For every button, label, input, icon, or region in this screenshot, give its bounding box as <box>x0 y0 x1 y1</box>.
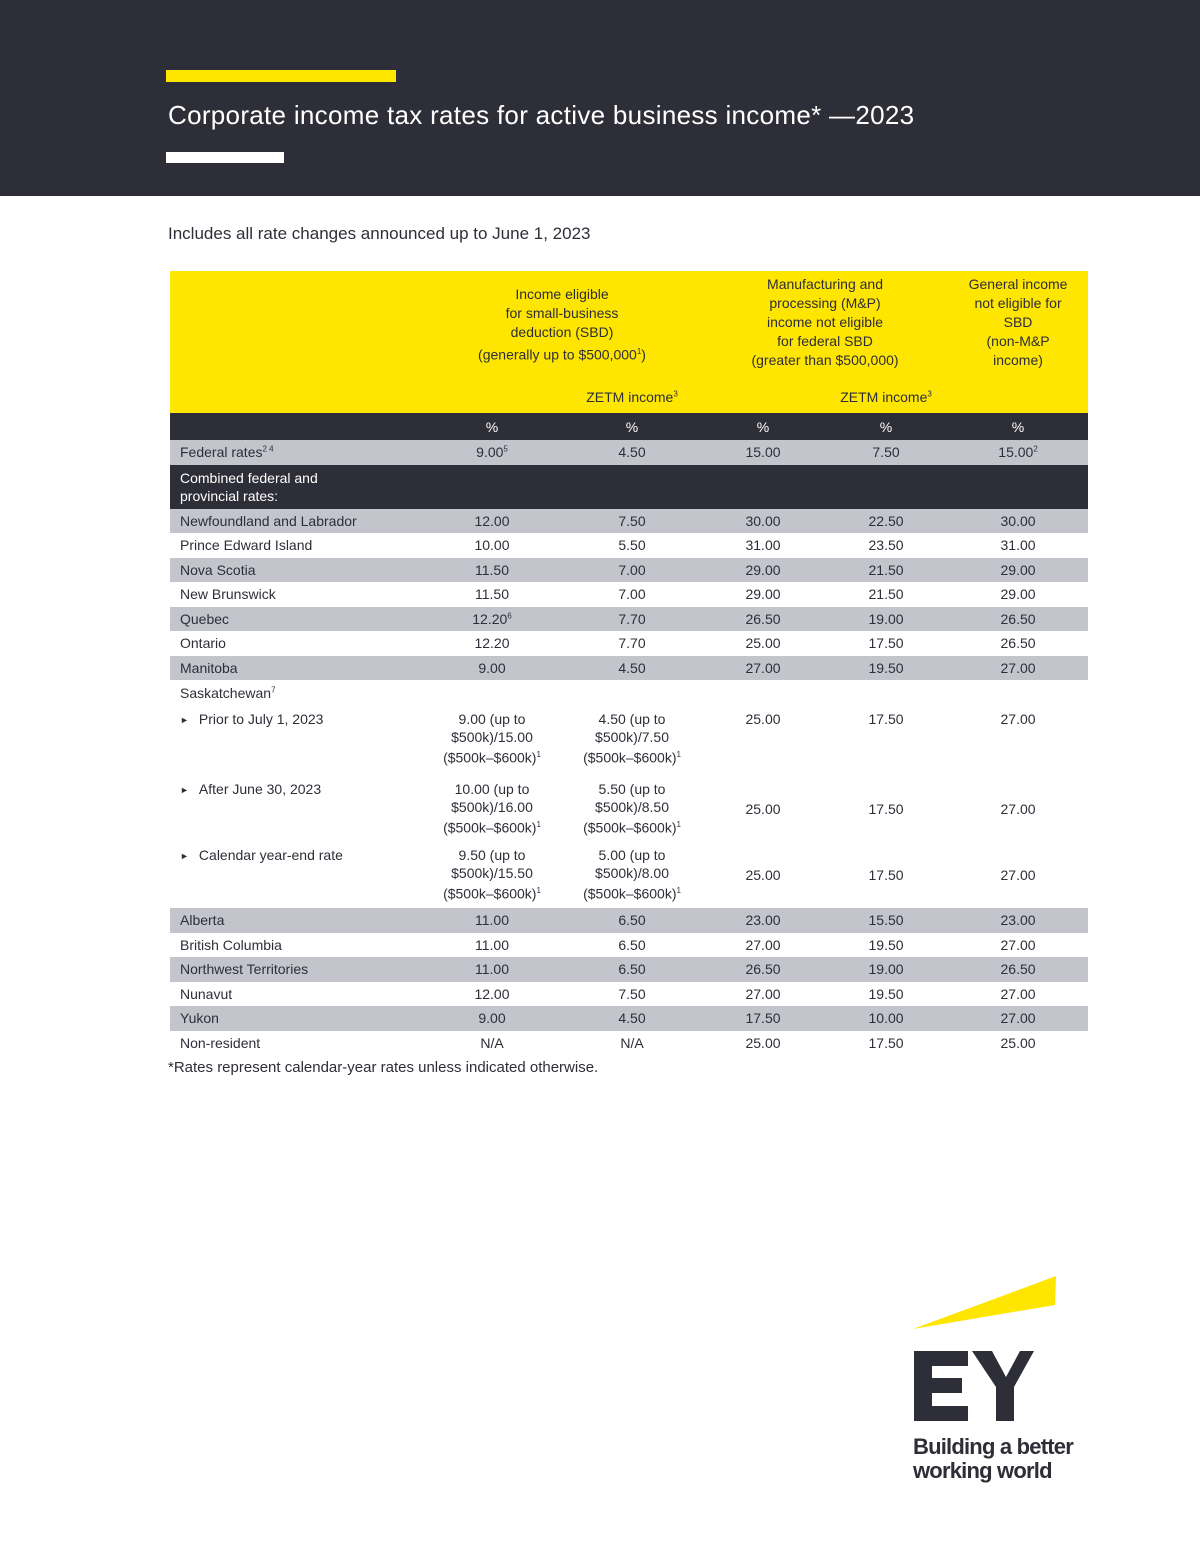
header-mp-line: for federal SBD <box>777 333 873 349</box>
header-sbd-line: Income eligible <box>515 286 609 302</box>
section-label: Combined federal and provincial rates: <box>170 465 422 509</box>
row-label: ► Calendar year-end rate <box>170 842 422 908</box>
row-label: Non-resident <box>170 1031 422 1056</box>
rate-cell: 27.00 <box>948 982 1088 1007</box>
table-row <box>170 982 1088 1007</box>
rate-cell: 29.00 <box>948 558 1088 583</box>
triangle-bullet-icon: ► <box>180 715 189 725</box>
rate-cell: 29.00 <box>948 582 1088 607</box>
rate-cell: 17.50 <box>824 631 948 656</box>
rate-cell: 27.00 <box>948 1006 1088 1031</box>
rate-cell: 25.00 <box>702 706 824 776</box>
rate-cell: 17.50 <box>824 706 948 776</box>
row-label: ► Prior to July 1, 2023 <box>170 706 422 776</box>
rate-cell: 31.00 <box>948 533 1088 558</box>
rate-cell: 9.00 <box>422 656 562 681</box>
rates-table-wrapper <box>170 271 1088 1055</box>
header-general-line: SBD <box>1003 314 1033 330</box>
rate-cell: 11.00 <box>422 957 562 982</box>
rate-cell: 17.50 <box>824 1031 948 1056</box>
rate-cell: 6.50 <box>562 908 702 933</box>
saskatchewan-sub-row <box>170 706 1088 776</box>
rate-cell: 19.50 <box>824 656 948 681</box>
page-subtitle: Includes all rate changes announced up to June 1, 2023 <box>168 224 591 243</box>
rate-cell: 15.00 <box>702 440 824 465</box>
table-row <box>170 933 1088 958</box>
rate-cell: 25.00 <box>948 1031 1088 1056</box>
table-row <box>170 582 1088 607</box>
rate-cell: 26.50 <box>702 957 824 982</box>
rate-cell: 17.50 <box>824 776 948 842</box>
rate-cell: 15.50 <box>824 908 948 933</box>
rate-cell: 23.50 <box>824 533 948 558</box>
zetm-blank <box>170 389 422 413</box>
table-row <box>170 957 1088 982</box>
header-mp-line: processing (M&P) <box>769 295 881 311</box>
zetm-blank <box>948 389 1088 413</box>
rate-cell: 25.00 <box>702 631 824 656</box>
rate-cell: 31.00 <box>702 533 824 558</box>
rate-cell: 5.50 <box>562 533 702 558</box>
header-general-line: General income <box>968 276 1068 292</box>
table-row <box>170 533 1088 558</box>
pct-blank <box>170 413 422 440</box>
header-blank-cell <box>170 271 422 389</box>
rate-cell: 7.50 <box>562 509 702 534</box>
header-accent-bar <box>166 70 396 82</box>
rate-cell: 27.00 <box>702 933 824 958</box>
rate-cell: 26.50 <box>702 607 824 632</box>
rate-cell: 17.50 <box>824 842 948 908</box>
rate-cell: 17.50 <box>702 1006 824 1031</box>
rate-cell: 27.00 <box>702 656 824 681</box>
rate-cell: 9.00 (up to $500k)/15.00 ($500k–$600k)$^1$ <box>422 706 562 776</box>
header-general-line: (non-M&P <box>986 333 1050 349</box>
row-label: Nunavut <box>170 982 422 1007</box>
rate-cell: 27.00 <box>948 933 1088 958</box>
zetm-header-row <box>170 389 1088 413</box>
zetm-blank <box>422 389 562 413</box>
row-label: Newfoundland and Labrador <box>170 509 422 534</box>
federal-rates-row <box>170 440 1088 465</box>
rate-cell: 30.00 <box>702 509 824 534</box>
rate-cell: 12.20$^6$ <box>422 607 562 632</box>
rate-cell: 4.50 <box>562 656 702 681</box>
table-row <box>170 656 1088 681</box>
rate-cell: 5.00 (up to $500k)/8.00 ($500k–$600k)$^1$ <box>562 842 702 908</box>
header-mp-line: Manufacturing and <box>767 276 883 292</box>
rate-cell: 11.50 <box>422 558 562 583</box>
header-mp-line: income not eligible <box>767 314 883 330</box>
rate-cell: 12.00 <box>422 509 562 534</box>
table-row <box>170 1031 1088 1056</box>
rate-cell: 10.00 (up to $500k)/16.00 ($500k–$600k)$^1$ <box>422 776 562 842</box>
zetm-blank <box>702 389 824 413</box>
rate-cell: 5.50 (up to $500k)/8.50 ($500k–$600k)$^1$ <box>562 776 702 842</box>
rate-cell: 23.00 <box>702 908 824 933</box>
blank-cell <box>702 680 824 706</box>
rates-table <box>170 271 1088 1055</box>
rate-cell: 7.00 <box>562 558 702 583</box>
row-label: Manitoba <box>170 656 422 681</box>
rate-cell: 30.00 <box>948 509 1088 534</box>
row-label: ► After June 30, 2023 <box>170 776 422 842</box>
header-underline-bar <box>166 152 284 163</box>
pct-cell: % <box>824 413 948 440</box>
header-mp-line: (greater than $500,000) <box>751 352 899 368</box>
rate-cell: 21.50 <box>824 558 948 583</box>
rate-cell: N/A <box>422 1031 562 1056</box>
header-mp <box>702 271 948 389</box>
rate-cell: 7.70 <box>562 631 702 656</box>
triangle-bullet-icon: ► <box>180 851 189 861</box>
rate-cell: 27.00 <box>948 842 1088 908</box>
rate-cell: 27.00 <box>702 982 824 1007</box>
row-label: Federal rates$^{2 4}$ <box>170 440 422 465</box>
logo-tagline-1: Building a better <box>913 1434 1073 1459</box>
header-general-line: not eligible for <box>974 295 1062 311</box>
pct-cell: % <box>422 413 562 440</box>
page-header <box>0 0 1200 196</box>
header-general-line: income) <box>993 352 1043 368</box>
blank-cell <box>948 680 1088 706</box>
rate-cell: 29.00 <box>702 558 824 583</box>
row-label: Saskatchewan$^7$ <box>170 680 422 706</box>
table-row <box>170 607 1088 632</box>
table-row <box>170 509 1088 534</box>
row-label: Nova Scotia <box>170 558 422 583</box>
row-label: Quebec <box>170 607 422 632</box>
row-label: Ontario <box>170 631 422 656</box>
rate-cell: 7.00 <box>562 582 702 607</box>
rate-cell: 11.00 <box>422 908 562 933</box>
row-label: Prince Edward Island <box>170 533 422 558</box>
rate-cell: 27.00 <box>948 706 1088 776</box>
ey-logo-letter-e <box>914 1351 968 1421</box>
rate-cell: 9.50 (up to $500k)/15.50 ($500k–$600k)$^1$ <box>422 842 562 908</box>
logo-tagline-2: working world <box>913 1458 1052 1483</box>
header-general <box>948 271 1088 389</box>
pct-cell: % <box>948 413 1088 440</box>
blank-cell <box>562 680 702 706</box>
rate-cell: 26.50 <box>948 957 1088 982</box>
zetm-header-mp: ZETM income$^3$ <box>824 389 948 413</box>
column-header-row <box>170 271 1088 389</box>
rate-cell: 9.00 <box>422 1006 562 1031</box>
rate-cell: 7.70 <box>562 607 702 632</box>
rate-cell: 4.50 <box>562 1006 702 1031</box>
pct-cell: % <box>562 413 702 440</box>
rate-cell: 10.00 <box>422 533 562 558</box>
header-sbd <box>422 271 702 389</box>
table-row <box>170 908 1088 933</box>
zetm-header-sbd: ZETM income$^3$ <box>562 389 702 413</box>
header-sbd-line: (generally up to $500,000$^1$) <box>478 346 646 363</box>
rate-cell: 27.00 <box>948 656 1088 681</box>
rate-cell: 15.00$^2$ <box>948 440 1088 465</box>
rate-cell: 7.50 <box>824 440 948 465</box>
rate-cell: 11.00 <box>422 933 562 958</box>
header-sbd-line: for small-business <box>505 305 619 321</box>
rate-cell: 6.50 <box>562 933 702 958</box>
row-label: British Columbia <box>170 933 422 958</box>
rate-cell: 25.00 <box>702 776 824 842</box>
combined-section-row <box>170 465 1088 509</box>
rate-cell: 22.50 <box>824 509 948 534</box>
section-blank <box>422 465 1088 509</box>
rate-cell: 23.00 <box>948 908 1088 933</box>
rate-cell: 26.50 <box>948 631 1088 656</box>
rate-cell: 12.00 <box>422 982 562 1007</box>
rate-cell: N/A <box>562 1031 702 1056</box>
ey-logo-beam <box>913 1276 1056 1329</box>
rate-cell: 26.50 <box>948 607 1088 632</box>
rate-cell: 7.50 <box>562 982 702 1007</box>
rate-cell: 12.20 <box>422 631 562 656</box>
row-label: Yukon <box>170 1006 422 1031</box>
row-label: New Brunswick <box>170 582 422 607</box>
table-row <box>170 558 1088 583</box>
footnote: *Rates represent calendar-year rates unless indicated otherwise. <box>168 1059 599 1076</box>
blank-cell <box>422 680 562 706</box>
saskatchewan-row <box>170 680 1088 706</box>
saskatchewan-sub-row <box>170 842 1088 908</box>
page-title: Corporate income tax rates for active business income* —2023 <box>168 100 915 130</box>
rate-cell: 21.50 <box>824 582 948 607</box>
rate-cell: 25.00 <box>702 842 824 908</box>
ey-logo-letter-y <box>972 1351 1034 1421</box>
header-sbd-line: deduction (SBD) <box>510 324 614 340</box>
rate-cell: 29.00 <box>702 582 824 607</box>
rate-cell: 19.00 <box>824 957 948 982</box>
rate-cell: 19.50 <box>824 933 948 958</box>
rate-cell: 25.00 <box>702 1031 824 1056</box>
rate-cell: 11.50 <box>422 582 562 607</box>
rate-cell: 27.00 <box>948 776 1088 842</box>
rate-cell: 6.50 <box>562 957 702 982</box>
rate-cell: 9.00$^5$ <box>422 440 562 465</box>
table-row <box>170 631 1088 656</box>
row-label: Alberta <box>170 908 422 933</box>
percent-unit-row <box>170 413 1088 440</box>
saskatchewan-sub-row <box>170 776 1088 842</box>
rate-cell: 19.00 <box>824 607 948 632</box>
rate-cell: 10.00 <box>824 1006 948 1031</box>
blank-cell <box>824 680 948 706</box>
table-row <box>170 1006 1088 1031</box>
pct-cell: % <box>702 413 824 440</box>
rate-cell: 4.50 <box>562 440 702 465</box>
row-label: Northwest Territories <box>170 957 422 982</box>
rate-cell: 4.50 (up to $500k)/7.50 ($500k–$600k)$^1$ <box>562 706 702 776</box>
triangle-bullet-icon: ► <box>180 785 189 795</box>
rate-cell: 19.50 <box>824 982 948 1007</box>
